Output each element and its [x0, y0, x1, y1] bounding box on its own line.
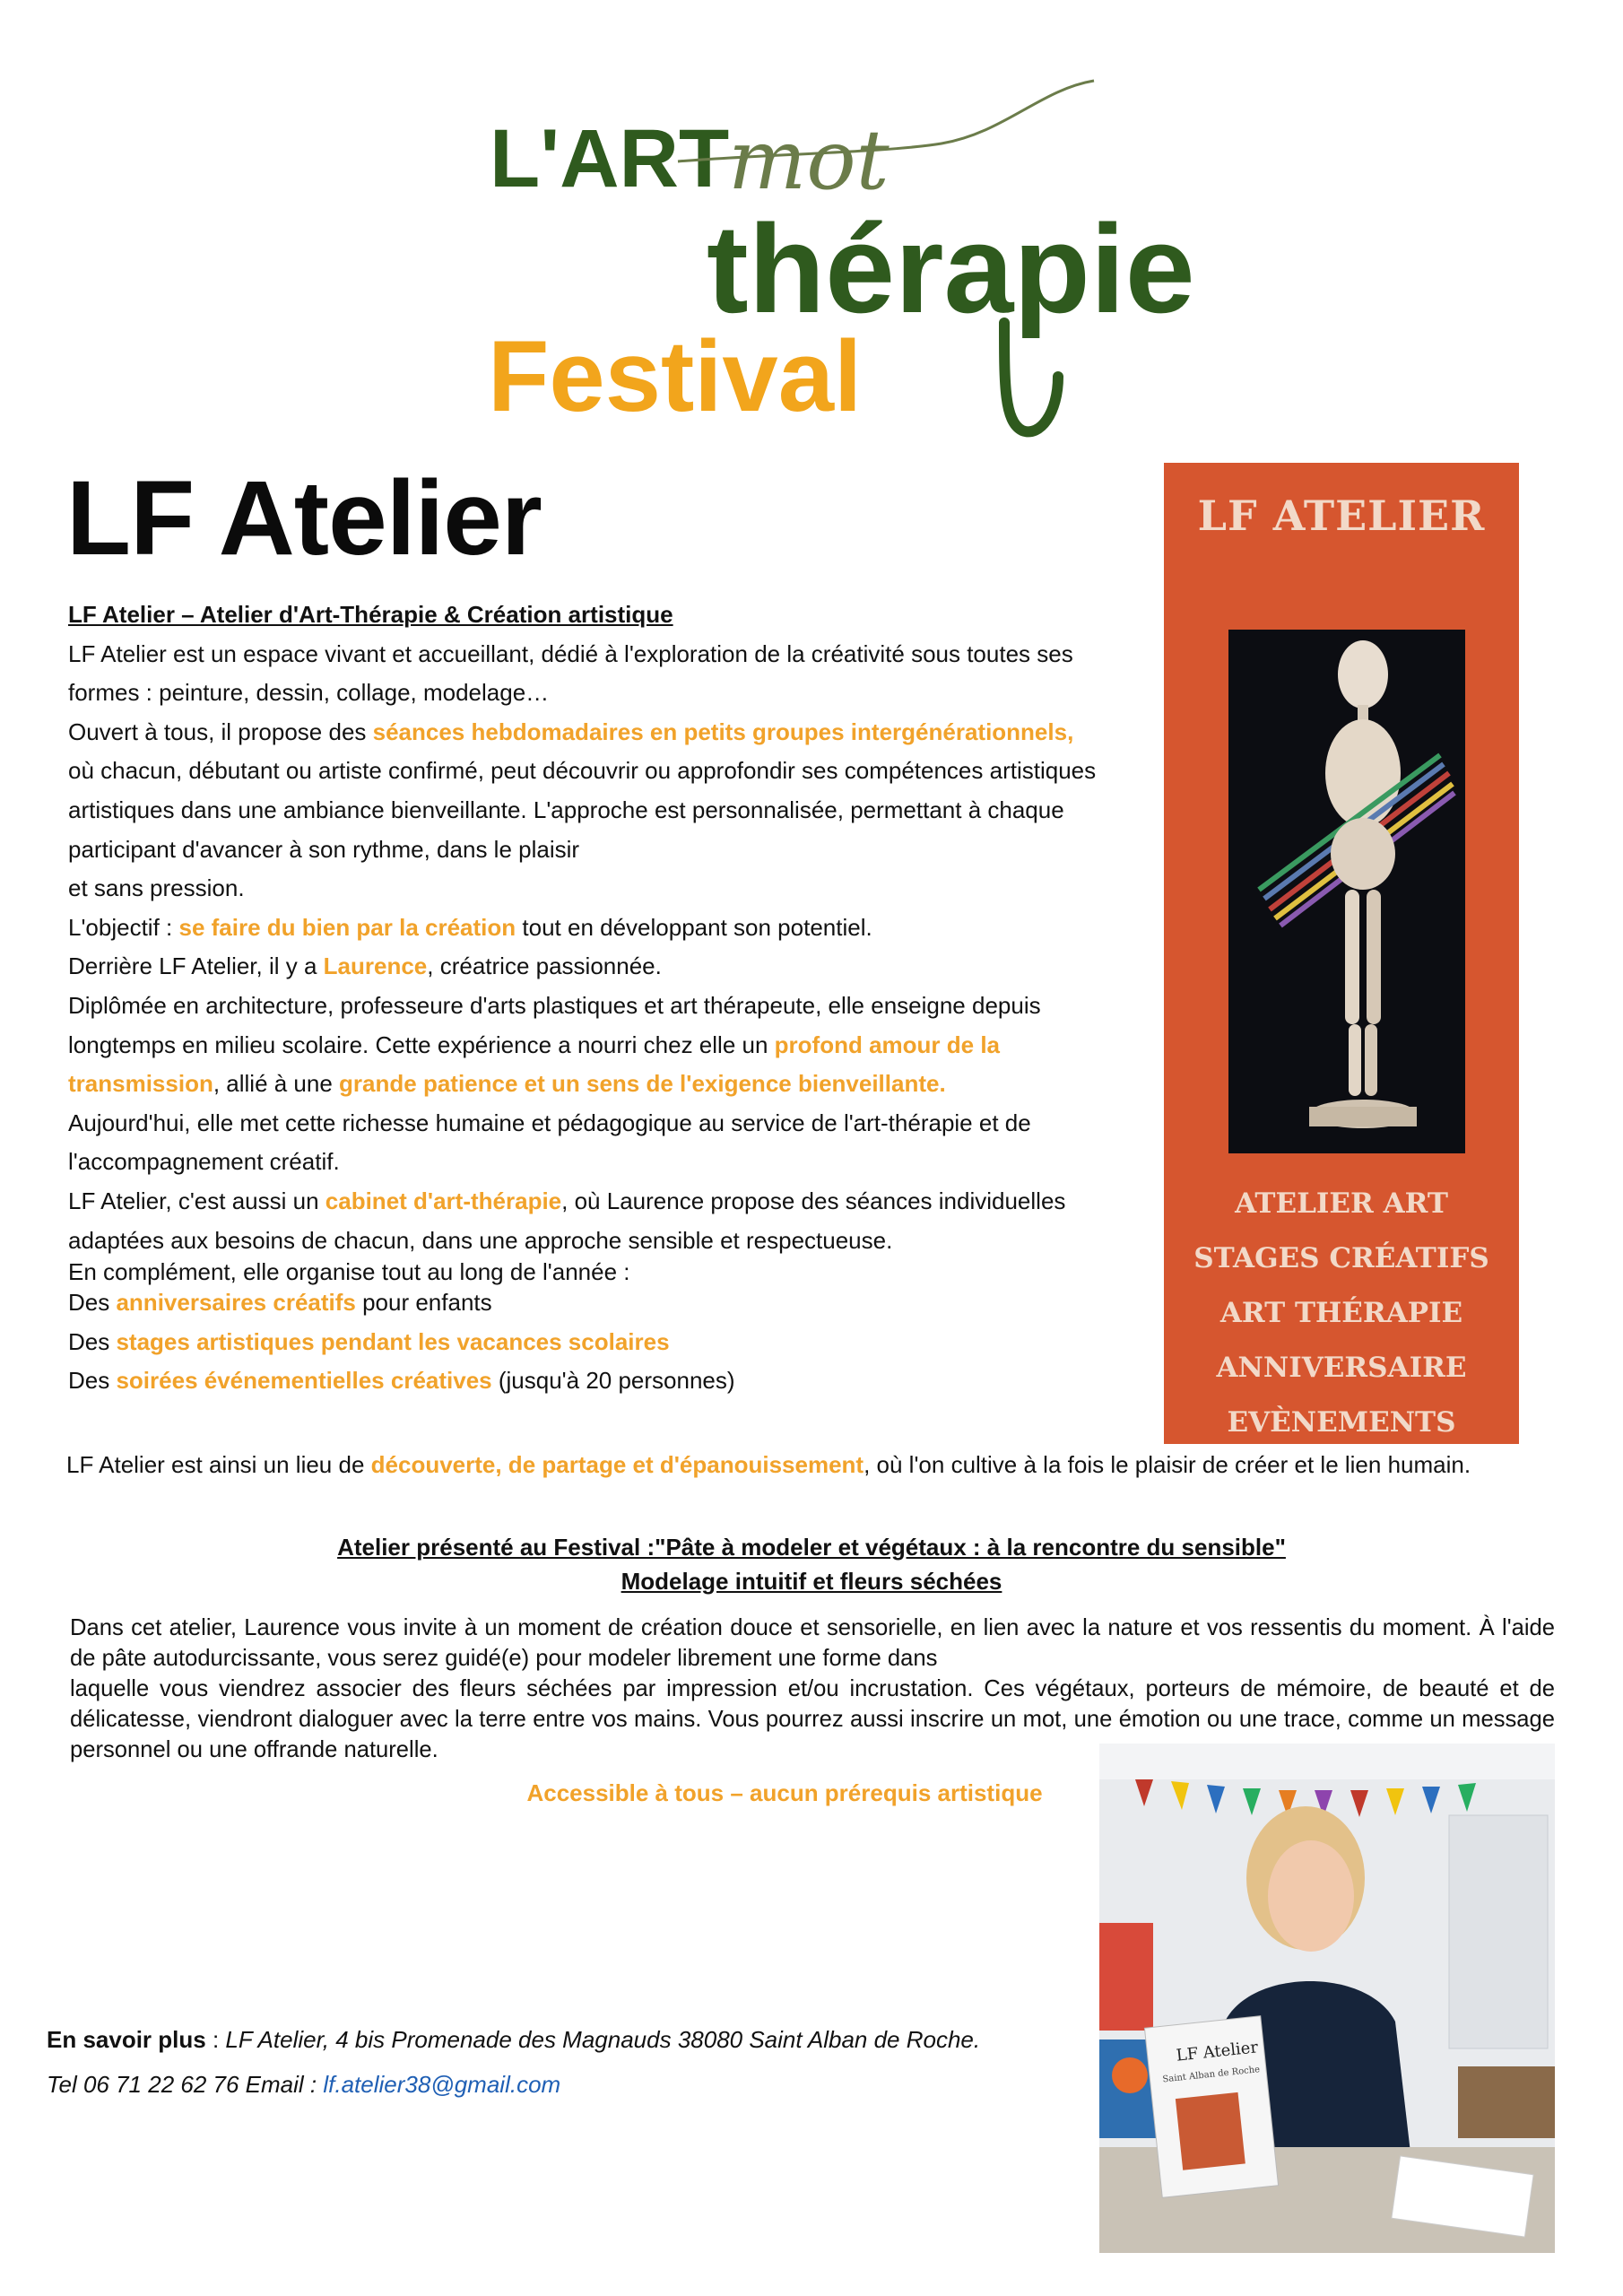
para-approach: artistiques dans une ambiance bienveillante. L'approche est personnalisée, permettant à chaque participant d'avancer à son rythme, dans le plaisir: [68, 796, 1064, 863]
address-line: En savoir plus : LF Atelier, 4 bis Promenade des Magnauds 38080 Saint Alban de Roche.: [47, 2026, 981, 2053]
list-item: Des soirées événementielles créatives (jusqu'à 20 personnes): [68, 1367, 735, 1395]
para-open: Ouvert à tous, il propose des séances hebdomadaires en petits groupes intergénérationnels, où chacun, débutant ou artiste confirmé, peut découvrir ou approfondir ses compétences artistiques: [68, 718, 1097, 785]
para-cabinet: LF Atelier, c'est aussi un cabinet d'art-thérapie, où Laurence propose des séances individuelles adaptées aux besoins de chacun, dans une approche sensible et respectueuse.: [68, 1187, 1066, 1254]
poster-line: ATELIER ART: [1235, 1187, 1448, 1220]
logo-script-word: mot: [728, 112, 890, 208]
conclusion: LF Atelier est ainsi un lieu de découverte, de partage et d'épanouissement, où l'on cultive à la fois le plaisir de créer et le lien humain.: [66, 1451, 1471, 1478]
description-line: Dans cet atelier, Laurence vous invite à un moment de création douce et sensorielle, en lien avec la nature et vos ressentis du moment. À l'aide de pâte autodurcissante, vous serez guidé(e) pour modeler librement une forme dans: [70, 1615, 1555, 1671]
para-complement: En complément, elle organise tout au long de l'année :: [68, 1258, 630, 1286]
page-title: LF Atelier: [66, 459, 542, 578]
mannequin-figure: [1228, 630, 1465, 1153]
subtitle: LF Atelier – Atelier d'Art-Thérapie & Création artistique: [68, 601, 673, 628]
para-laurence: Derrière LF Atelier, il y a Laurence, créatrice passionnée.: [68, 952, 662, 980]
logo-swash: [1004, 323, 1058, 431]
poster-title: LF ATELIER: [1197, 491, 1486, 540]
festival-logo: [466, 54, 1273, 439]
list-item: Des anniversaires créatifs pour enfants: [68, 1289, 492, 1317]
para-intro: LF Atelier est un espace vivant et accueillant, dédié à l'exploration de la créativité sous toutes ses formes : peinture, dessin, collage, modelage…: [68, 639, 1073, 707]
phone-line: Tel 06 71 22 62 76 Email : lf.atelier38@gmail.com: [47, 2071, 561, 2098]
email-link[interactable]: lf.atelier38@gmail.com: [323, 2071, 561, 2098]
description-line: laquelle vous viendrez associer des fleurs séchées par impression et/ou incrustation. Ces végétaux, porteurs de mémoire, de beauté et de délicatesse, viendront dialoguer avec la terre entre vos mains. Vous pourrez aussi inscrire un mot, une émotion ou une trace, comme un message personnel ou une offrande naturelle.: [70, 1676, 1555, 1762]
logo-line3: Festival: [488, 320, 863, 432]
poster-image: [1164, 463, 1519, 1444]
workshop-description: [70, 1613, 1555, 1765]
laurence-photo: [1099, 1744, 1555, 2253]
poster-lines: [1164, 1177, 1519, 1450]
logo-line1: L'ART: [490, 113, 730, 204]
poster-line: EVÈNEMENTS: [1227, 1406, 1456, 1439]
photo-card-title: LF Atelier: [1175, 2038, 1259, 2066]
para-objective: L'objectif : se faire du bien par la création tout en développant son potentiel.: [68, 913, 872, 941]
para-today: Aujourd'hui, elle met cette richesse humaine et pédagogique au service de l'art-thérapie et de l'accompagnement créatif.: [68, 1109, 1031, 1176]
poster-line: STAGES CRÉATIFS: [1193, 1242, 1489, 1274]
list-item: Des stages artistiques pendant les vacances scolaires: [68, 1327, 670, 1355]
accessible-note: Accessible à tous – aucun prérequis artistique: [526, 1779, 1043, 1806]
poster-photo-frame: [1228, 630, 1465, 1153]
photo-card-sub: Saint Alban de Roche: [1161, 2065, 1261, 2085]
poster-line: ART THÉRAPIE: [1219, 1297, 1463, 1329]
photo-scene: [1099, 1744, 1555, 2253]
contact-info: [47, 2017, 980, 2107]
festival-title: Atelier présenté au Festival :"Pâte à modeler et végétaux : à la rencontre du sensible": [337, 1534, 1286, 1561]
logo-line2: thérapie: [707, 198, 1195, 339]
para-approach-end: et sans pression.: [68, 874, 245, 902]
festival-subtitle: Modelage intuitif et fleurs séchées: [621, 1568, 1002, 1595]
para-background: Diplômée en architecture, professeure d'arts plastiques et art thérapeute, elle enseigne depuis longtemps en milieu scolaire. Cette expérience a nourri chez elle un profond amour de la transmission, allié à une grande patience et un sens de l'exigence bienveillante.: [68, 991, 1041, 1098]
main-text: [68, 596, 1144, 1401]
poster-line: ANNIVERSAIRE: [1216, 1352, 1467, 1384]
festival-heading: [0, 1530, 1623, 1598]
